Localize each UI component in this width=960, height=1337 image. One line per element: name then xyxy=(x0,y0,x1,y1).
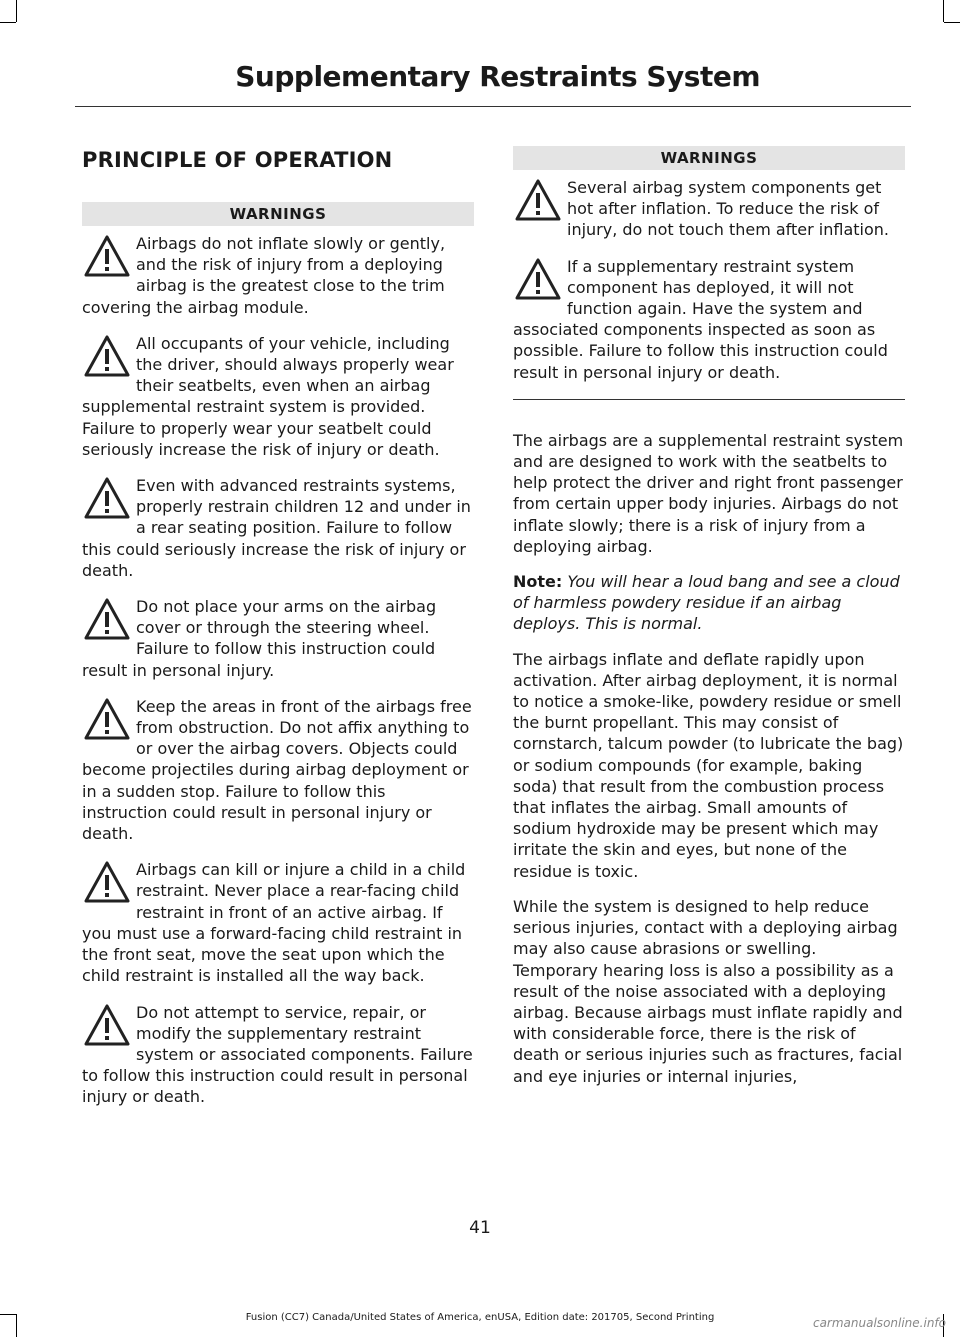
note-label: Note: xyxy=(513,572,563,592)
warning-triangle-icon xyxy=(82,333,134,385)
warning-text: All occupants of your vehicle, including the driver, should always properly wear their seatbelts, even when an airbag supplemental restraint system is provided. Failure to properly wear your seatbelt could seriously increase the risk of injury or death. xyxy=(82,333,454,459)
warning-triangle-icon xyxy=(82,1002,134,1054)
crop-mark-top-left-h xyxy=(0,22,16,23)
body-paragraph: The airbags inflate and deflate rapidly upon activation. After airbag deployment, it is normal to notice a smoke-like, powdery residue or smell the burnt propellant. This may consist of cornstarch, talcum powder (to lubricate the bag) or sodium compounds (for example, baking soda) that result from the combustion process that inflates the airbag. Small amounts of sodium hydroxide may be present which may irritate the skin and eyes, but none of the residue is toxic. xyxy=(513,649,904,881)
warning-item xyxy=(82,475,474,581)
page-header-title: Supplementary Restraints System xyxy=(235,60,760,93)
warning-text: Airbags can kill or injure a child in a child restraint. Never place a rear-facing child restraint in front of an active airbag. If you must use a forward-facing child restraint in the front seat, move the seat upon which the child restraint is installed all the way back. xyxy=(82,860,466,986)
right-column xyxy=(513,146,905,1101)
header-rule xyxy=(75,106,911,107)
warning-triangle-icon xyxy=(82,233,134,285)
warning-text: Several airbag system components get hot after inflation. To reduce the risk of injury, do not touch them after inflation. xyxy=(567,178,890,240)
crop-mark-top-right-v xyxy=(943,0,944,22)
warning-item xyxy=(82,233,474,318)
left-column xyxy=(82,146,474,1123)
page-footer: Fusion (CC7) Canada/United States of America, enUSA, Edition date: 201705, Second Printing xyxy=(245,1312,715,1323)
warnings-end-rule xyxy=(513,399,905,400)
warning-text: Do not attempt to service, repair, or modify the supplementary restraint system or associated components. Failure to follow this instruction could result in personal injury or death. xyxy=(82,1002,473,1107)
warning-item xyxy=(82,1002,474,1108)
body-paragraph: The airbags are a supplemental restraint system and are designed to work with the seatbelts to help protect the driver and right front passenger from certain upper body injuries. Airbags do not inflate slowly; there is a risk of injury from a deploying airbag. xyxy=(513,430,904,556)
crop-mark-top-right-h xyxy=(944,22,960,23)
warning-item xyxy=(513,177,905,241)
warning-text: Keep the areas in front of the airbags free from obstruction. Do not affix anything to or over the airbag covers. Objects could become projectiles during airbag deployment or in a sudden stop. Failure to follow this instruction could result in personal injury or death. xyxy=(82,696,472,844)
crop-mark-top-left-v xyxy=(16,0,17,22)
warning-text: If a supplementary restraint system component has deployed, it will not function again. Have the system and associated components inspected as soon as possible. Failure to follow this instruction could result in personal injury or death. xyxy=(513,256,888,382)
warning-text: Airbags do not inflate slowly or gently, and the risk of injury from a deploying airbag is the greatest close to the trim covering the airbag module. xyxy=(82,234,446,317)
warning-triangle-icon xyxy=(82,696,134,748)
body-paragraph: While the system is designed to help reduce serious injuries, contact with a deploying airbag may also cause abrasions or swelling. Temporary hearing loss is also a possibility as a result of the noise associated with a deploying airbag. Because airbags must inflate rapidly and with considerable force, there is the risk of death or serious injuries such as fractures, facial and eye injuries or internal injuries, xyxy=(513,896,903,1086)
warning-triangle-icon xyxy=(513,256,565,308)
warning-triangle-icon xyxy=(82,596,134,648)
warning-item xyxy=(82,333,474,460)
warning-triangle-icon xyxy=(513,177,565,229)
section-title: PRINCIPLE OF OPERATION xyxy=(82,148,393,172)
warning-item xyxy=(82,696,474,844)
note-paragraph xyxy=(513,571,905,635)
page-number: 41 xyxy=(469,1218,491,1238)
warning-triangle-icon xyxy=(82,859,134,911)
warnings-heading: WARNINGS xyxy=(513,146,905,170)
warning-item xyxy=(82,859,474,986)
warning-triangle-icon xyxy=(82,475,134,527)
warnings-heading: WARNINGS xyxy=(82,202,474,226)
warning-text: Do not place your arms on the airbag cover or through the steering wheel. Failure to follow this instruction could result in personal injury. xyxy=(82,597,437,680)
watermark: carmanualsonline.info xyxy=(812,1316,946,1330)
warning-item xyxy=(82,596,474,681)
note-text: You will hear a loud bang and see a cloud of harmless powdery residue if an airbag deploys. This is normal. xyxy=(513,572,900,634)
warning-item xyxy=(513,256,905,383)
warning-text: Even with advanced restraints systems, properly restrain children 12 and under in a rear seating position. Failure to follow this could seriously increase the risk of injury or death. xyxy=(82,476,471,580)
